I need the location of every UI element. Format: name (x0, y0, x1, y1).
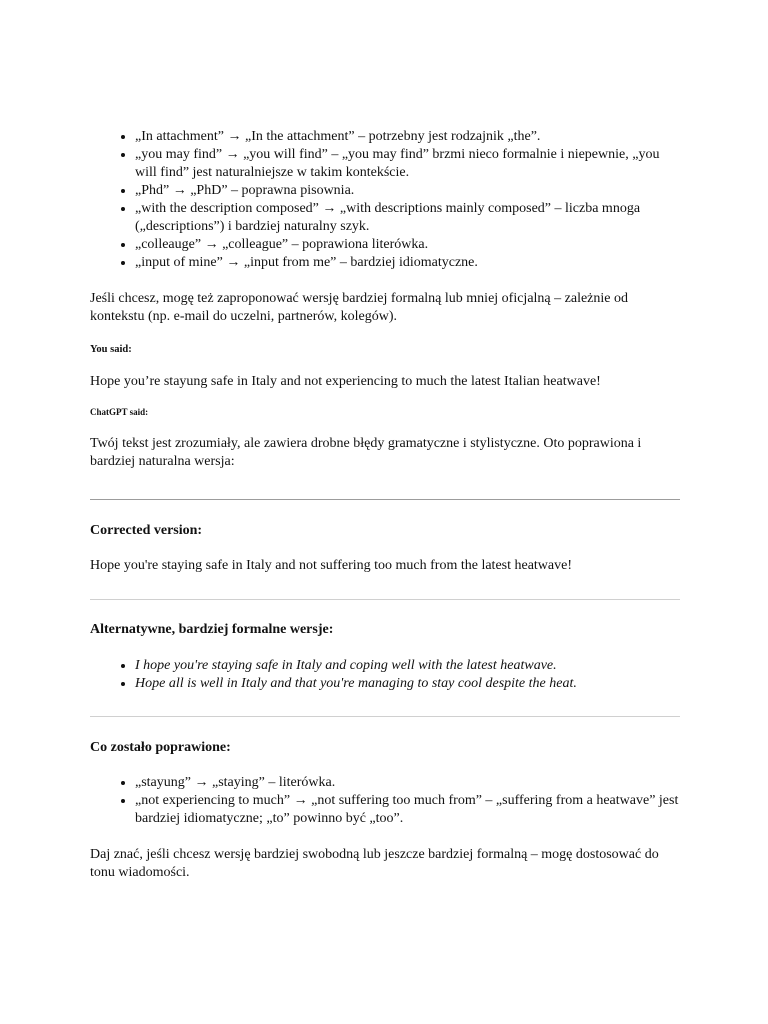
list-item: • „stayung” → „staying” – literówka. (135, 774, 680, 792)
divider (90, 599, 680, 600)
user-message: Hope you’re stayung safe in Italy and not experiencing to much the latest Italian heatwave! (90, 374, 601, 389)
alternatives-heading: Alternatywne, bardziej formalne wersje: (90, 622, 334, 637)
list-item: • „you may find” → „you will find” – „you may find” brzmi nieco formalnie i niepewnie, „you will find” jest naturalniejsze w takim kontekście. (135, 146, 680, 182)
corrected-heading: Corrected version: (90, 523, 203, 538)
alternatives-list (90, 657, 680, 693)
intro-paragraph: Twój tekst jest zrozumiały, ale zawiera drobne błędy gramatyczne i stylistyczne. Oto poprawiona i bardziej naturalna wersja: (90, 436, 642, 469)
list-item: • „with the description composed” → „with descriptions mainly composed” – liczba mnoga („descriptions”) i bardziej naturalny szyk. (135, 200, 680, 236)
chatgpt-said-label: ChatGPT said: (90, 407, 149, 417)
list-item: • „input of mine” → „input from me” – bardziej idiomatyczne. (135, 254, 680, 272)
list-item: • „not experiencing to much” → „not suffering too much from” – „suffering from a heatwave” jest bardziej idiomatyczne; „to” powinno być „too”. (135, 792, 680, 828)
list-item: • I hope you're staying safe in Italy and coping well with the latest heatwave. (135, 657, 680, 675)
list-item: • Hope all is well in Italy and that you're managing to stay cool despite the heat. (135, 675, 680, 693)
divider (90, 499, 680, 500)
list-item: • „In attachment” → „In the attachment” – potrzebny jest rodzajnik „the”. (135, 128, 680, 146)
offer-paragraph: Jeśli chcesz, mogę też zaproponować wersję bardziej formalną lub mniej oficjalną – zależnie od kontekstu (np. e-mail do uczelni, partnerów, kolegów). (90, 291, 628, 324)
fixed-heading: Co zostało poprawione: (90, 740, 231, 755)
you-said-label: You said: (90, 344, 132, 355)
divider (90, 716, 680, 717)
fixed-list (90, 774, 680, 828)
corrected-text: Hope you're staying safe in Italy and not suffering too much from the latest heatwave! (90, 558, 573, 573)
list-item: • „colleauge” → „colleague” – poprawiona literówka. (135, 236, 680, 254)
corrections-list (90, 128, 680, 272)
conversation-content (90, 128, 680, 882)
closing-paragraph: Daj znać, jeśli chcesz wersję bardziej swobodną lub jeszcze bardziej formalną – mogę dostosować do tonu wiadomości. (90, 847, 659, 880)
list-item: • „Phd” → „PhD” – poprawna pisownia. (135, 182, 680, 200)
